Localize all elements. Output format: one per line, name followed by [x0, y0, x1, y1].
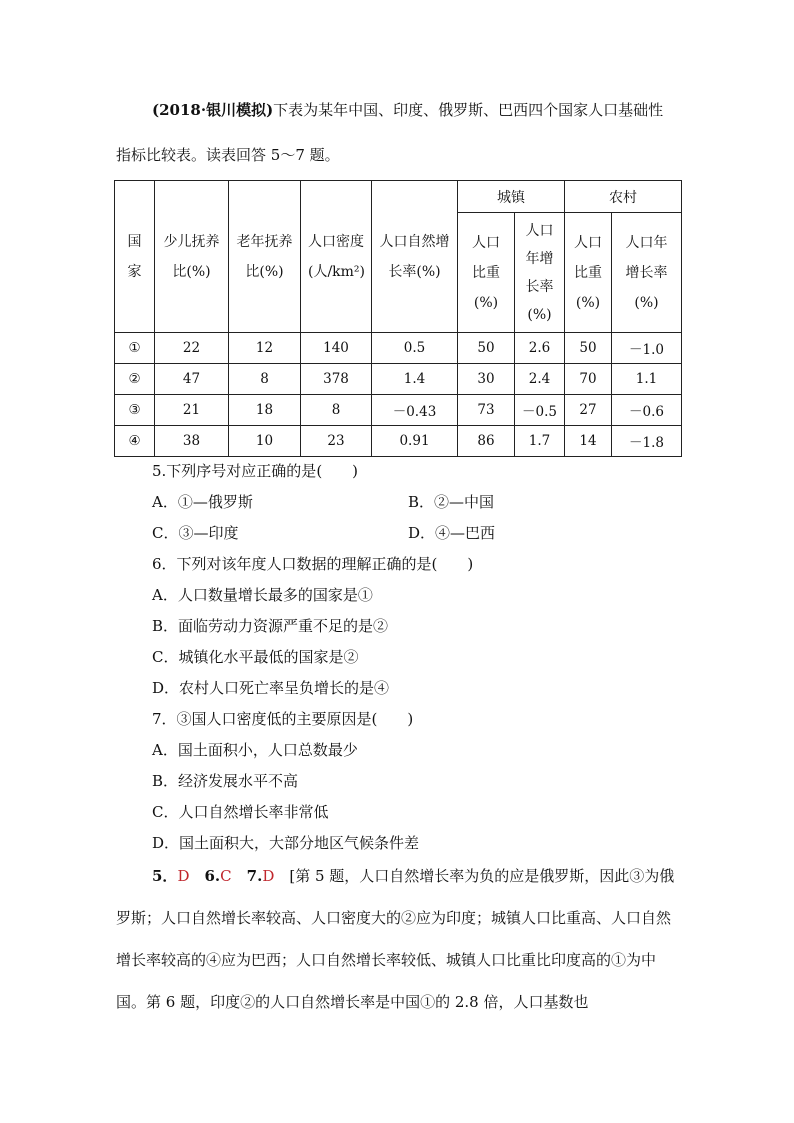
question-5-option-a: A．①—俄罗斯: [152, 493, 253, 511]
table-cell: 1.1: [612, 364, 682, 395]
header-density: 人口密度(人/km²): [301, 181, 372, 333]
header-country: 国家: [115, 181, 155, 333]
source-label: (2018·银川模拟): [152, 101, 274, 119]
table-cell: 378: [301, 364, 372, 395]
table-row: [115, 395, 682, 426]
table-cell: 0.5: [372, 333, 458, 364]
header-urban-group: 城镇: [458, 181, 565, 213]
intro-line-1: [152, 98, 663, 123]
table-cell: 47: [155, 364, 229, 395]
question-7-option-c: C．人口自然增长率非常低: [152, 803, 329, 821]
answer-explanation: [116, 855, 678, 1023]
answer-7-number: 7.: [246, 867, 263, 885]
header-urban-growth: 人口年增长率(%): [515, 213, 565, 333]
table-cell: 86: [458, 426, 515, 457]
question-5-option-c: C．③—印度: [152, 524, 239, 542]
table-cell: 2.4: [515, 364, 565, 395]
table-cell: 8: [229, 364, 301, 395]
table-cell: 70: [565, 364, 612, 395]
question-6-stem: 6．下列对该年度人口数据的理解正确的是( ): [152, 555, 474, 573]
table-cell: －1.0: [612, 333, 682, 364]
question-5-option-b: B．②—中国: [408, 493, 495, 511]
question-7-option-a: A．国土面积小，人口总数最少: [152, 741, 358, 759]
intro-line-2: 指标比较表。读表回答 5～7 题。: [116, 146, 340, 164]
table-cell: 18: [229, 395, 301, 426]
table-cell: 21: [155, 395, 229, 426]
header-rural-growth: 人口年增长率(%): [612, 213, 682, 333]
intro-text: 下表为某年中国、印度、俄罗斯、巴西四个国家人口基础性: [273, 101, 664, 119]
question-6-option-d: D．农村人口死亡率呈负增长的是④: [152, 679, 390, 697]
table-cell: －0.5: [515, 395, 565, 426]
table-cell: ④: [115, 426, 155, 457]
table-row: [115, 364, 682, 395]
table-cell: 73: [458, 395, 515, 426]
question-5-stem: 5.下列序号对应正确的是( ): [152, 462, 359, 480]
table-cell: 8: [301, 395, 372, 426]
table-row: [115, 333, 682, 364]
table-cell: 23: [301, 426, 372, 457]
table-cell: 12: [229, 333, 301, 364]
question-6-option-b: B．面临劳动力资源严重不足的是②: [152, 617, 389, 635]
question-6-option-a: A．人口数量增长最多的国家是①: [152, 586, 373, 604]
question-5-option-d: D．④—巴西: [408, 524, 496, 542]
table-cell: 0.91: [372, 426, 458, 457]
header-rural-group: 农村: [565, 181, 682, 213]
answer-5-key: D: [177, 867, 190, 885]
question-7-option-b: B．经济发展水平不高: [152, 772, 299, 790]
table-cell: 1.7: [515, 426, 565, 457]
population-table: [114, 180, 682, 457]
answer-6-number: 6.: [204, 867, 221, 885]
table-cell: －0.6: [612, 395, 682, 426]
table-cell: 10: [229, 426, 301, 457]
table-cell: 22: [155, 333, 229, 364]
explanation-text: [第 5 题，人口自然增长率为负的应是俄罗斯，因此③为俄罗斯；人口自然增长率较高、人口密度大的②应为印度；城镇人口比重高、人口自然增长率较高的④应为巴西；人口自然增长率较低、城镇人口比重比印度高的①为中国。第 6 题，印度②的人口自然增长率是中国①的 2.8 倍，人口基数也: [116, 867, 675, 1011]
header-elder-ratio: 老年抚养比(%): [229, 181, 301, 333]
answer-5-number: 5．: [152, 867, 178, 885]
table-cell: ③: [115, 395, 155, 426]
header-child-ratio: 少儿抚养比(%): [155, 181, 229, 333]
table-cell: 14: [565, 426, 612, 457]
question-6-option-c: C．城镇化水平最低的国家是②: [152, 648, 359, 666]
answer-6-key: C: [220, 867, 232, 885]
header-rural-share: 人口比重(%): [565, 213, 612, 333]
table-cell: 2.6: [515, 333, 565, 364]
question-7-stem: 7．③国人口密度低的主要原因是( ): [152, 710, 414, 728]
table-cell: 27: [565, 395, 612, 426]
table-cell: 1.4: [372, 364, 458, 395]
table-cell: ②: [115, 364, 155, 395]
table-cell: 50: [458, 333, 515, 364]
answer-7-key: D: [262, 867, 275, 885]
table-cell: －0.43: [372, 395, 458, 426]
header-natural-growth: 人口自然增长率(%): [372, 181, 458, 333]
table-cell: 30: [458, 364, 515, 395]
table-cell: 38: [155, 426, 229, 457]
question-7-option-d: D．国土面积大，大部分地区气候条件差: [152, 834, 420, 852]
table-cell: 140: [301, 333, 372, 364]
table-cell: ①: [115, 333, 155, 364]
table-row: [115, 426, 682, 457]
table-cell: 50: [565, 333, 612, 364]
header-urban-share: 人口比重(%): [458, 213, 515, 333]
table-cell: －1.8: [612, 426, 682, 457]
